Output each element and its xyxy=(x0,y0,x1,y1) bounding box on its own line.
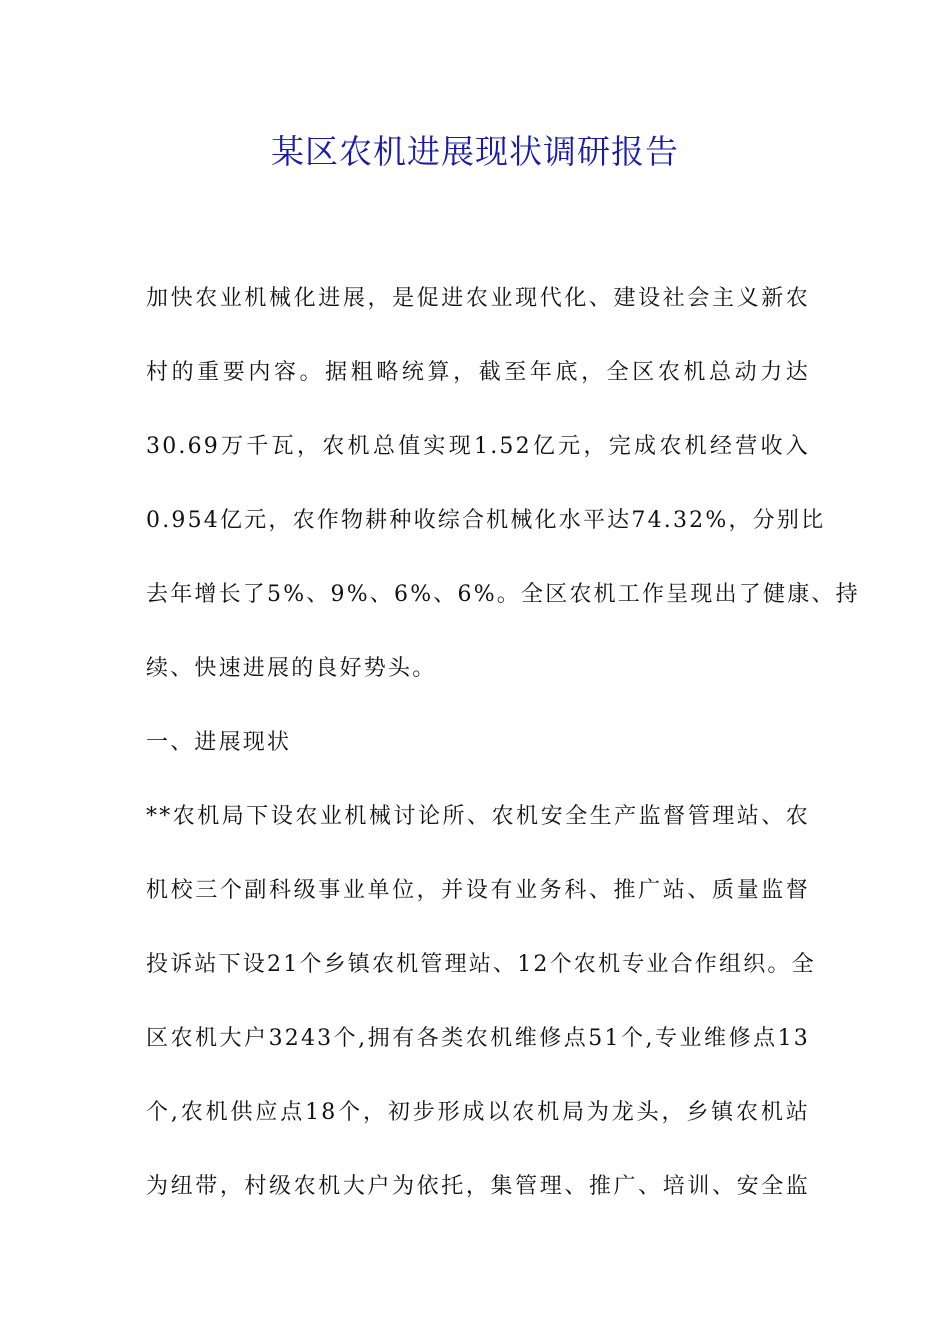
document-body xyxy=(146,262,860,1224)
section-heading: 一、进展现状 xyxy=(146,730,292,755)
body-line-6: 续、快速进展的良好势头。 xyxy=(146,656,437,681)
body-line-8: **农机局下设农业机械讨论所、农机安全生产监督管理站、农 xyxy=(146,804,810,829)
document-title: 某区农机进展现状调研报告 xyxy=(271,132,679,171)
body-line-9: 机校三个副科级事业单位，并设有业务科、推广站、质量监督 xyxy=(146,878,810,903)
body-line-11: 区农机大户3243个,拥有各类农机维修点51个,专业维修点13 xyxy=(146,1026,810,1051)
body-line-10: 投诉站下设21个乡镇农机管理站、12个农机专业合作组织。全 xyxy=(146,952,816,977)
body-line-1: 加快农业机械化进展，是促进农业现代化、建设社会主义新农 xyxy=(146,286,810,311)
body-line-5: 去年增长了5%、9%、6%、6%。全区农机工作呈现出了健康、持 xyxy=(146,582,860,607)
body-line-2: 村的重要内容。据粗略统算，截至年底，全区农机总动力达 xyxy=(146,360,810,385)
body-line-4: 0.954亿元，农作物耕种收综合机械化水平达74.32%，分别比 xyxy=(146,508,826,533)
body-line-13: 为纽带，村级农机大户为依托，集管理、推广、培训、安全监 xyxy=(146,1174,810,1199)
body-line-3: 30.69万千瓦，农机总值实现1.52亿元，完成农机经营收入 xyxy=(146,434,810,459)
body-line-12: 个,农机供应点18个，初步形成以农机局为龙头，乡镇农机站 xyxy=(146,1100,810,1125)
